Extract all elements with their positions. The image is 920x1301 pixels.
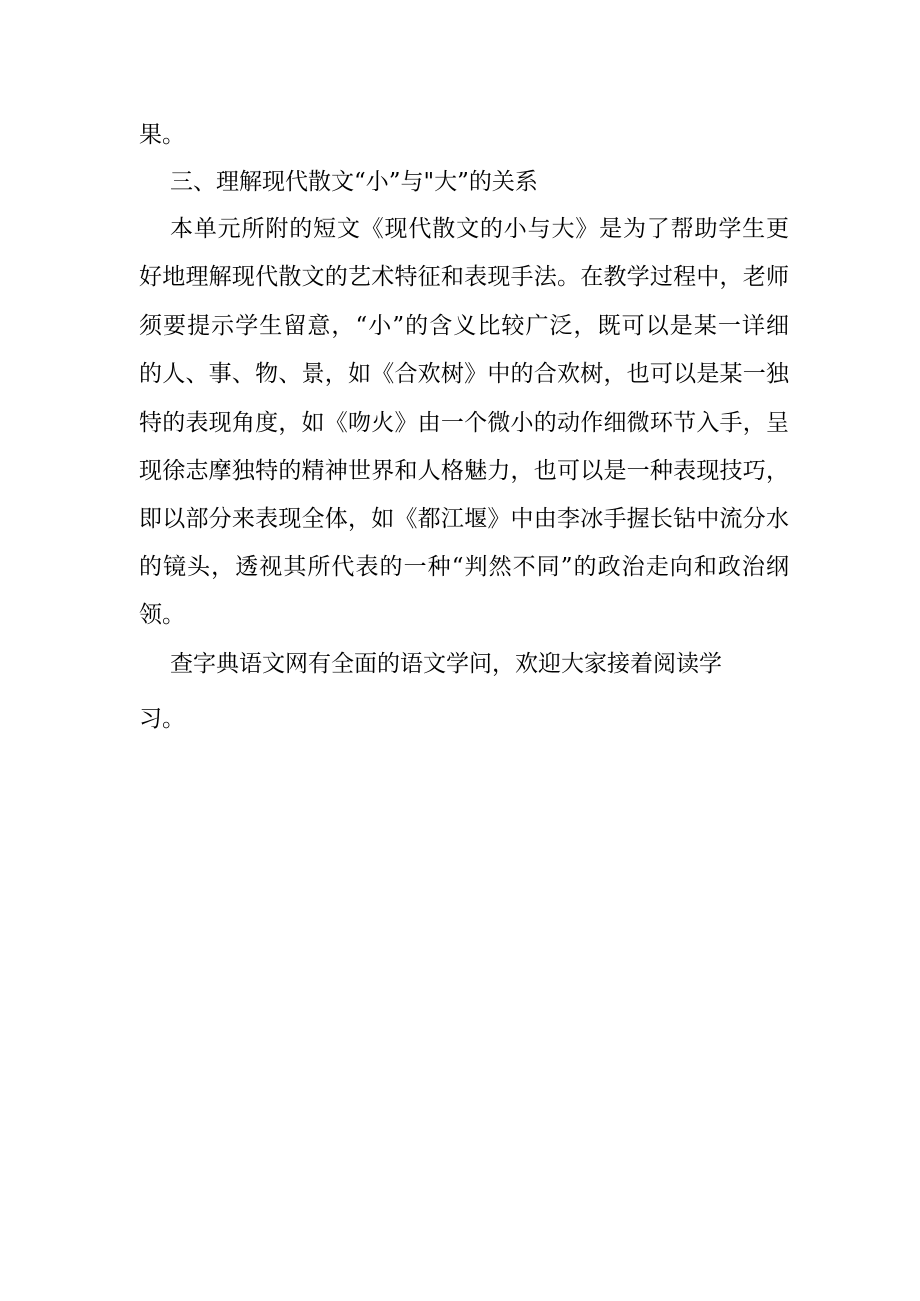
paragraph-line: 的人、事、物、景，如《合欢树》中的合欢树，也可以是某一独 bbox=[139, 361, 789, 387]
paragraph-line: 好地理解现代散文的艺术特征和表现手法。在教学过程中，老师 bbox=[139, 264, 789, 290]
paragraph-line: 即以部分来表现全体，如《都江堰》中由李冰手握长钻中流分水 bbox=[139, 506, 789, 532]
closing-line: 查字典语文网有全面的语文学问，欢迎大家接着阅读学 bbox=[170, 651, 722, 677]
paragraph-line: 特的表现角度，如《吻火》由一个微小的动作细微环节入手，呈 bbox=[139, 410, 789, 436]
closing-line: 习。 bbox=[139, 706, 185, 732]
paragraph-line: 须要提示学生留意，“小”的含义比较广泛，既可以是某一详细 bbox=[139, 313, 789, 339]
paragraph-line: 领。 bbox=[139, 602, 185, 628]
paragraph-line: 的镜头，透视其所代表的一种“判然不同”的政治走向和政治纲 bbox=[139, 554, 789, 580]
paragraph-line: 现徐志摩独特的精神世界和人格魅力，也可以是一种表现技巧， bbox=[139, 458, 789, 484]
section-heading: 三、理解现代散文“小”与"大”的关系 bbox=[170, 169, 538, 195]
paragraph-line: 本单元所附的短文《现代散文的小与大》是为了帮助学生更 bbox=[170, 216, 789, 242]
text-line-continuation: 果。 bbox=[139, 122, 185, 148]
